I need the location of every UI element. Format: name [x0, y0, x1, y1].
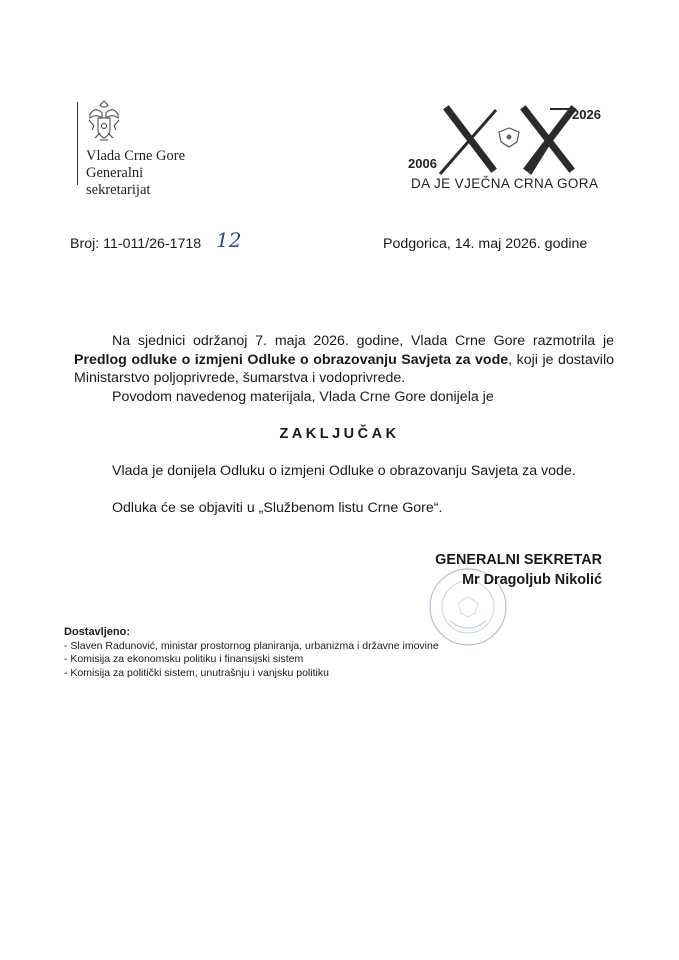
- letterhead-divider: [77, 102, 78, 185]
- distribution-item: - Komisija za politički sistem, unutrašnju i vanjsku politiku: [64, 666, 329, 679]
- org-line-2: Generalni: [86, 165, 144, 181]
- signature-block: [435, 550, 602, 590]
- distribution-title: Dostavljeno:: [64, 626, 131, 638]
- jubilee-year-start: 2006: [408, 156, 437, 171]
- proposal-title: Predlog odluke o izmjeni Odluke o obrazovanju Savjeta za vode: [74, 351, 509, 368]
- intro-text-2: , koji je dostavilo Ministarstvo poljoprivrede, šumarstva i vodoprivrede.: [74, 351, 615, 386]
- distribution-item: - Komisija za ekonomsku politiku i finansijski sistem: [64, 653, 304, 665]
- montenegro-coat-of-arms-icon: [86, 100, 122, 144]
- handwritten-mark: 12: [216, 228, 242, 252]
- publication-paragraph: Odluka će se objaviti u „Službenom listu Crne Gore“.: [112, 500, 443, 516]
- conclusion-heading: ZAKLJUČAK: [279, 426, 400, 442]
- intro-paragraph: [74, 332, 614, 388]
- jubilee-year-end: 2026: [572, 107, 601, 122]
- distribution-item: - Slaven Radunović, ministar prostornog planiranja, urbanizma i državne imovine: [64, 639, 439, 652]
- organization-name: [86, 148, 185, 199]
- place-and-date: Podgorica, 14. maj 2026. godine: [383, 236, 588, 252]
- signatory-title: GENERALNI SEKRETAR: [435, 552, 602, 568]
- conclusion-paragraph: Vlada je donijela Odluku o izmjeni Odluke o obrazovanju Savjeta za vode.: [112, 463, 576, 479]
- intro-text-1: Na sjednici održanoj 7. maja 2026. godine, Vlada Crne Gore razmotrila je: [112, 333, 614, 349]
- document-number: Broj: 11-011/26-1718: [70, 236, 202, 252]
- eagle-crest-icon: [499, 128, 519, 147]
- org-line-1: Vlada Crne Gore: [86, 148, 186, 164]
- org-line-3: sekretarijat: [86, 182, 151, 198]
- jubilee-slogan: DA JE VJEČNA CRNA GORA: [411, 176, 599, 191]
- decision-paragraph: Povodom navedenog materijala, Vlada Crne Gore donijela je: [112, 389, 494, 405]
- signatory-name: Mr Dragoljub Nikolić: [462, 572, 602, 588]
- distribution-list: [64, 626, 439, 680]
